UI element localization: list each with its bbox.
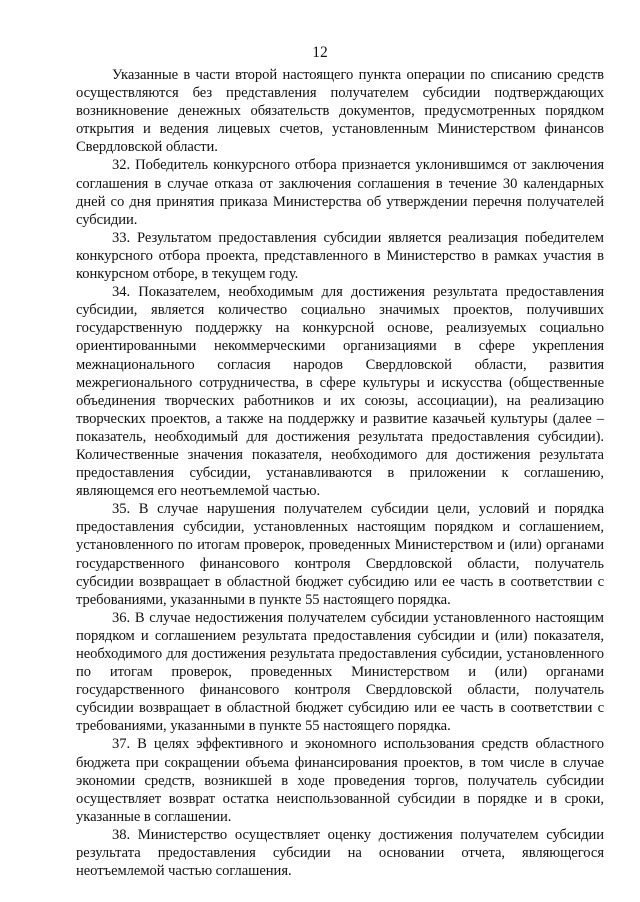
document-body — [76, 66, 604, 880]
paragraph-32: 32. Победитель конкурсного отбора признается уклонившимся от заключения соглашения в случае отказа от заключения соглашения в течение 30 календарных дней со дня принятия приказа Министерства об утверждении перечня получателей субсидии. — [76, 157, 604, 228]
paragraph-38: 38. Министерство осуществляет оценку достижения получателем субсидии результата предоставления субсидии на основании отчета, являющегося неотъемлемой частью соглашения. — [76, 826, 604, 880]
paragraph-34: 34. Показателем, необходимым для достижения результата предоставления субсидии, является количество социально значимых проектов, получивших государственную поддержку на конкурсной основе, реализуемых социально ориентированными некоммерческими организациями в сфере укрепления межнационального согласия народов Свердловской области, развития межрегионального сотрудничества, в сфере культуры и искусства (общественные объединения творческих работников и их союзы, ассоциации), на реализацию творческих проектов, а также на поддержку и развитие казачьей культуры (далее – показатель, необходимый для достижения результата предоставления субсидии). Количественные значения показателя, необходимого для достижения результата предоставления субсидии, устанавливаются в приложении к соглашению, являющемся его неотъемлемой частью. — [76, 284, 604, 500]
paragraph-35: 35. В случае нарушения получателем субсидии цели, условий и порядка предоставления субсидии, установленных настоящим порядком и соглашением, установленного по итогам проверок, проведенных Министерством и (или) органами государственного финансового контроля Свердловской области, получатель субсидии возвращает в областной бюджет субсидию или ее часть в соответствии с требованиями, указанными в пункте 55 настоящего порядка. — [76, 501, 604, 608]
paragraph-37: 37. В целях эффективного и экономного использования средств областного бюджета при сокращении объема финансирования проектов, в том числе в случае экономии средств, возникшей в ходе проведения торгов, получатель субсидии осуществляет возврат остатка неиспользованной субсидии в порядке и в сроки, указанные в соглашении. — [76, 736, 604, 825]
page-number: 12 — [312, 44, 328, 61]
paragraph-36: 36. В случае недостижения получателем субсидии установленного настоящим порядком и соглашением результата предоставления субсидии и (или) показателя, необходимого для достижения результата предоставления субсидии, установленного по итогам проверок, проведенных Министерством и (или) органами государственного финансового контроля Свердловской области, получатель субсидии возвращает в областной бюджет субсидию или ее часть в соответствии с требованиями, указанными в пункте 55 настоящего порядка. — [76, 609, 604, 735]
paragraph-operations-note: Указанные в части второй настоящего пункта операции по списанию средств осуществляются без представления получателем субсидии подтверждающих возникновение денежных обязательств документов, предусмотренных порядком открытия и ведения лицевых счетов, установленным Министерством финансов Свердловской области. — [76, 67, 604, 156]
paragraph-33: 33. Результатом предоставления субсидии является реализация победителем конкурсного отбора проекта, представленного в Министерство в рамках участия в конкурсном отборе, в текущем году. — [76, 229, 604, 283]
